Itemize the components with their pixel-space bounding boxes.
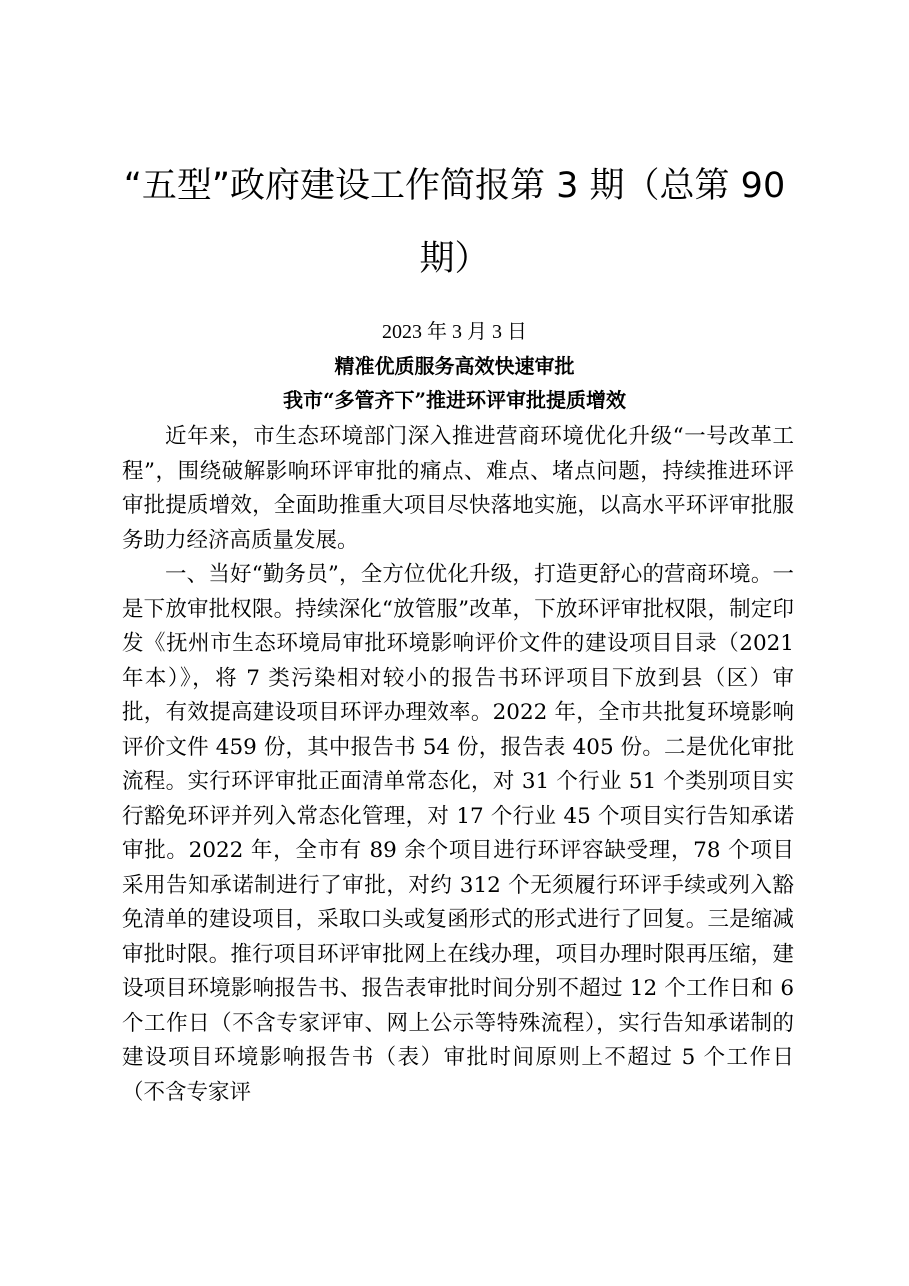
body-paragraph: 一、当好“勤务员”，全方位优化升级，打造更舒心的营商环境。一是下放审批权限。持续深化“放管服”改革，下放环评审批权限，制定印发《抚州市生态环境局审批环境影响评价文件的建设项目目录（2021 年本）》，将 7 类污染相对较小的报告书环评项目下放到县（区）审批，有效提高建设项目环评办理效率。2022 年，全市共批复环境影响评价文件 459 份，其中报告书 54 份，报告表 405 份。二是优化审批流程。实行环评审批正面清单常态化，对 31 个行业 51 个类别项目实行豁免环评并列入常态化管理，对 17 个行业 45 个项目实行告知承诺审批。2022 年，全市有 89 余个项目进行环评容缺受理，78 个项目采用告知承诺制进行了审批，对约 312 个无须履行环评手续或列入豁免清单的建设项目，采取口头或复函形式的形式进行了回复。三是缩减审批时限。推行项目环评审批网上在线办理，项目办理时限再压缩，建设项目环境影响报告书、报告表审批时间分别不超过 12 个工作日和 6 个工作日（不含专家评审、网上公示等特殊流程），实行告知承诺制的建设项目环境影响报告书（表）审批时间原则上不超过 5 个工作日（不含专家评 bbox=[122, 562, 794, 1105]
article-heading-line-2: 我市“多管齐下”推进环评审批提质增效 bbox=[282, 388, 626, 412]
article-heading-line-1: 精准优质服务高效快速审批 bbox=[334, 354, 575, 378]
article-body bbox=[122, 420, 794, 1110]
document-title: “五型”政府建设工作简报第 3 期（总第 90 期） bbox=[123, 166, 786, 279]
document-date: 2023 年 3 月 3 日 bbox=[382, 321, 527, 343]
body-paragraph: 近年来，市生态环境部门深入推进营商环境优化升级“一号改革工程”，围绕破解影响环评审批的痛点、难点、堵点问题，持续推进环评审批提质增效，全面助推重大项目尽快落地实施，以高水平环评审批服务助力经济高质量发展。 bbox=[122, 424, 794, 553]
